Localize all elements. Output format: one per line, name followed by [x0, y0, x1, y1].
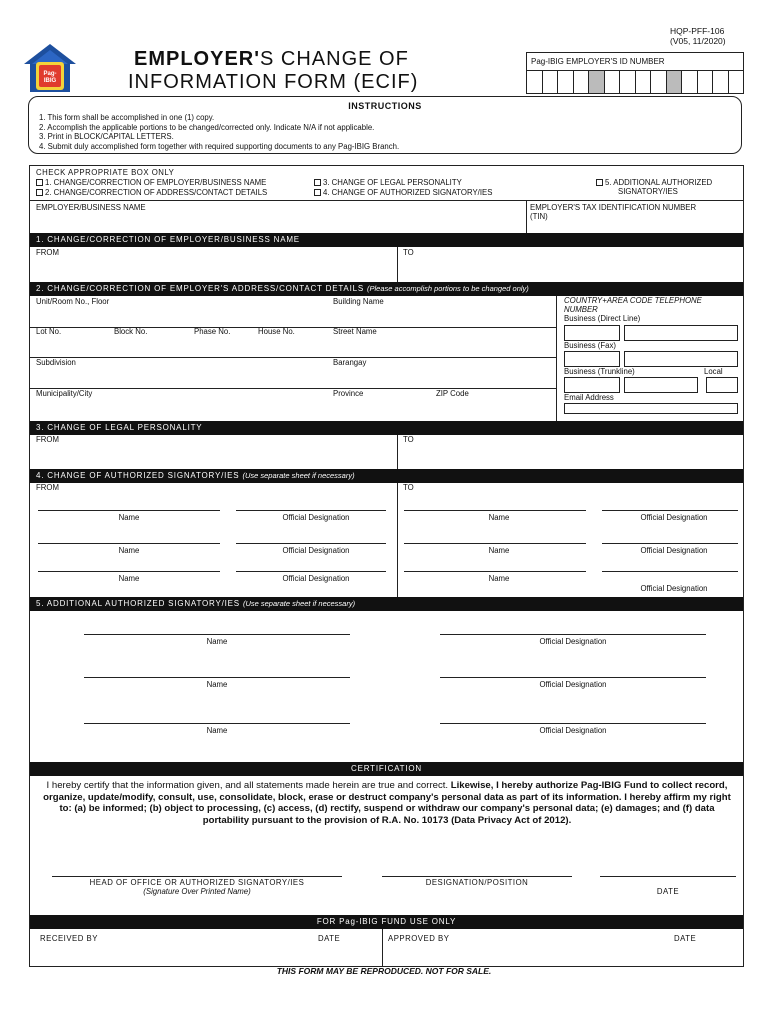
option-3-label: 3. CHANGE OF LEGAL PERSONALITY [323, 178, 462, 187]
sig-designation-label: Official Designation [640, 546, 708, 555]
title-line2: INFORMATION FORM (ECIF) [128, 71, 419, 93]
sig-name-label: Name [118, 546, 140, 555]
business-name-label: EMPLOYER/BUSINESS NAME [36, 203, 146, 212]
sig-designation-label: Official Designation [640, 584, 708, 593]
local-input[interactable] [706, 377, 738, 393]
approved-by-label: APPROVED BY [388, 934, 450, 943]
sig-name-label: Name [118, 574, 140, 583]
page-title [128, 48, 468, 94]
office-use-title: FOR Pag-IBIG FUND USE ONLY [316, 917, 457, 926]
section5-title: 5. ADDITIONAL AUTHORIZED SIGNATORY/IES [36, 599, 240, 608]
tin-label: EMPLOYER'S TAX IDENTIFICATION NUMBER [530, 203, 697, 212]
option-5-label: 5. ADDITIONAL AUTHORIZED [605, 178, 713, 187]
sig-name-label: Name [118, 513, 140, 522]
section5-header [30, 597, 743, 611]
footer-note: THIS FORM MAY BE REPRODUCED. NOT FOR SALE. [276, 966, 492, 976]
phase-label: Phase No. [194, 327, 231, 336]
section4-to: TO [403, 483, 414, 492]
certification-title: CERTIFICATION [351, 764, 422, 773]
fax-label: Business (Fax) [564, 341, 616, 350]
house-label: House No. [258, 327, 295, 336]
add-sig-name-label: Name [206, 726, 228, 735]
instructions-box [28, 96, 742, 154]
option-1[interactable] [36, 178, 266, 187]
section1-title: 1. CHANGE/CORRECTION OF EMPLOYER/BUSINESS NAME [36, 235, 300, 244]
instruction-item: 2. Accomplish the applicable portions to be changed/corrected only. Indicate N/A if not applicable. [39, 122, 375, 132]
section4-from: FROM [36, 483, 59, 492]
section2-note: (Please accomplish portions to be changed only) [367, 284, 529, 293]
lot-label: Lot No. [36, 327, 62, 336]
building-label: Building Name [333, 297, 384, 306]
instructions-heading: INSTRUCTIONS [348, 101, 422, 111]
form-code-number: HQP-PFF-106 [670, 26, 725, 36]
certification-plain: I hereby certify that the information given, and all statements made herein are true and correct. [46, 780, 451, 791]
subdivision-label: Subdivision [36, 358, 76, 367]
section1-to: TO [403, 248, 414, 257]
instruction-item: 3. Print in BLOCK/CAPITAL LETTERS. [39, 132, 174, 142]
option-4-label: 4. CHANGE OF AUTHORIZED SIGNATORY/IES [323, 188, 493, 197]
checkbox-icon[interactable] [36, 179, 43, 186]
section5-note: (Use separate sheet if necessary) [242, 599, 356, 608]
checkbox-icon[interactable] [314, 179, 321, 186]
add-sig-name-label: Name [206, 680, 228, 689]
municipality-label: Municipality/City [36, 389, 93, 398]
certification-header [30, 762, 743, 776]
add-sig-designation-label: Official Designation [539, 726, 607, 735]
checkbox-icon[interactable] [36, 189, 43, 196]
trunk-number-input[interactable] [624, 377, 698, 393]
section4-header [30, 469, 743, 483]
head-of-office-label: HEAD OF OFFICE OR AUTHORIZED SIGNATORY/IES [89, 878, 305, 887]
section2-header [30, 282, 743, 296]
section4-title: 4. CHANGE OF AUTHORIZED SIGNATORY/IES [36, 471, 240, 480]
trunk-label: Business (Trunkline) [564, 367, 635, 376]
option-1-label: 1. CHANGE/CORRECTION OF EMPLOYER/BUSINESS NAME [45, 178, 267, 187]
option-3[interactable] [314, 178, 462, 187]
sig-designation-label: Official Designation [640, 513, 708, 522]
sig-designation-label: Official Designation [282, 574, 350, 583]
number-label: NUMBER [564, 305, 598, 314]
section3-to: TO [403, 435, 414, 444]
section3-from: FROM [36, 435, 59, 444]
province-label: Province [333, 389, 364, 398]
svg-text:IBIG: IBIG [43, 78, 57, 84]
form-code [670, 26, 726, 46]
title-bold: EMPLOYER' [134, 48, 260, 70]
sig-name-label: Name [488, 574, 510, 583]
option-4[interactable] [314, 188, 492, 197]
section1-header [30, 233, 743, 247]
section3-header [30, 421, 743, 435]
unit-label: Unit/Room No., Floor [36, 297, 110, 306]
sig-designation-label: Official Designation [282, 546, 350, 555]
designation-label: DESIGNATION/POSITION [425, 878, 529, 887]
section1-from: FROM [36, 248, 59, 257]
employer-id-box[interactable] [526, 52, 744, 94]
option-2[interactable] [36, 188, 267, 197]
add-sig-designation-label: Official Designation [539, 637, 607, 646]
street-label: Street Name [333, 327, 377, 336]
fax-area-input[interactable] [564, 351, 620, 367]
email-label: Email Address [564, 393, 614, 402]
signature-note: (Signature Over Printed Name) [143, 887, 251, 896]
checkbox-icon[interactable] [596, 179, 603, 186]
instruction-item: 4. Submit duly accomplished form together with required supporting documents to any Pag-IBIG Branch. [39, 141, 400, 151]
option-5-label-2: SIGNATORY/IES [618, 187, 678, 196]
add-sig-designation-label: Official Designation [539, 680, 607, 689]
pag-ibig-logo-icon [22, 42, 78, 94]
section4-note: (Use separate sheet if necessary) [242, 471, 355, 480]
trunk-area-input[interactable] [564, 377, 620, 393]
office-use-header [30, 915, 743, 929]
barangay-label: Barangay [333, 358, 367, 367]
approved-date-label: DATE [674, 934, 697, 943]
sig-name-label: Name [488, 513, 510, 522]
title-rest: S CHANGE OF [260, 48, 409, 70]
tin-label-2: (TIN) [530, 212, 548, 221]
employer-id-cells[interactable] [527, 71, 743, 93]
sig-designation-label: Official Designation [282, 513, 350, 522]
certification-text [40, 780, 734, 826]
section3-title: 3. CHANGE OF LEGAL PERSONALITY [36, 423, 203, 432]
received-date-label: DATE [318, 934, 341, 943]
section2-title: 2. CHANGE/CORRECTION OF EMPLOYER'S ADDRESS/CONTACT DETAILS [36, 284, 364, 293]
zip-label: ZIP Code [436, 389, 469, 398]
email-input[interactable] [564, 403, 738, 414]
country-code-label: COUNTRY+AREA CODE TELEPHONE [564, 296, 702, 305]
employer-id-label: Pag-IBIG EMPLOYER'S ID NUMBER [527, 53, 743, 71]
form-version: (V05, 11/2020) [670, 36, 726, 46]
main-form [29, 165, 744, 967]
instruction-item: 1. This form shall be accomplished in one (1) copy. [39, 113, 215, 122]
local-label: Local [704, 367, 723, 376]
sig-name-label: Name [488, 546, 510, 555]
fax-number-input[interactable] [624, 351, 738, 367]
option-2-label: 2. CHANGE/CORRECTION OF ADDRESS/CONTACT DETAILS [45, 188, 268, 197]
direct-area-input[interactable] [564, 325, 620, 341]
option-5[interactable] [596, 178, 712, 187]
block-label: Block No. [114, 327, 148, 336]
cert-date-label: DATE [656, 887, 680, 896]
direct-number-input[interactable] [624, 325, 738, 341]
check-box-heading: CHECK APPROPRIATE BOX ONLY [36, 168, 175, 177]
certification-bold: Likewise, I hereby authorize Pag-IBIG Fund to collect record, organize, update/modify, consult, use, consolidate, block, erase or destruct company's personal data as part of its information. I hereby affirm my right to: (a) be informed; (b) object to processing, (c) access, (d) rectify, suspend or withdraw our company's personal data; (e) damages; and (f) data portability pursuant to the provision of R.A. No. 10173 (Data Privacy Act of 2012). [43, 780, 731, 826]
received-by-label: RECEIVED BY [40, 934, 98, 943]
direct-line-label: Business (Direct Line) [564, 314, 641, 323]
instructions-list [39, 113, 731, 151]
add-sig-name-label: Name [206, 637, 228, 646]
checkbox-icon[interactable] [314, 189, 321, 196]
svg-text:Pag-: Pag- [43, 71, 57, 77]
